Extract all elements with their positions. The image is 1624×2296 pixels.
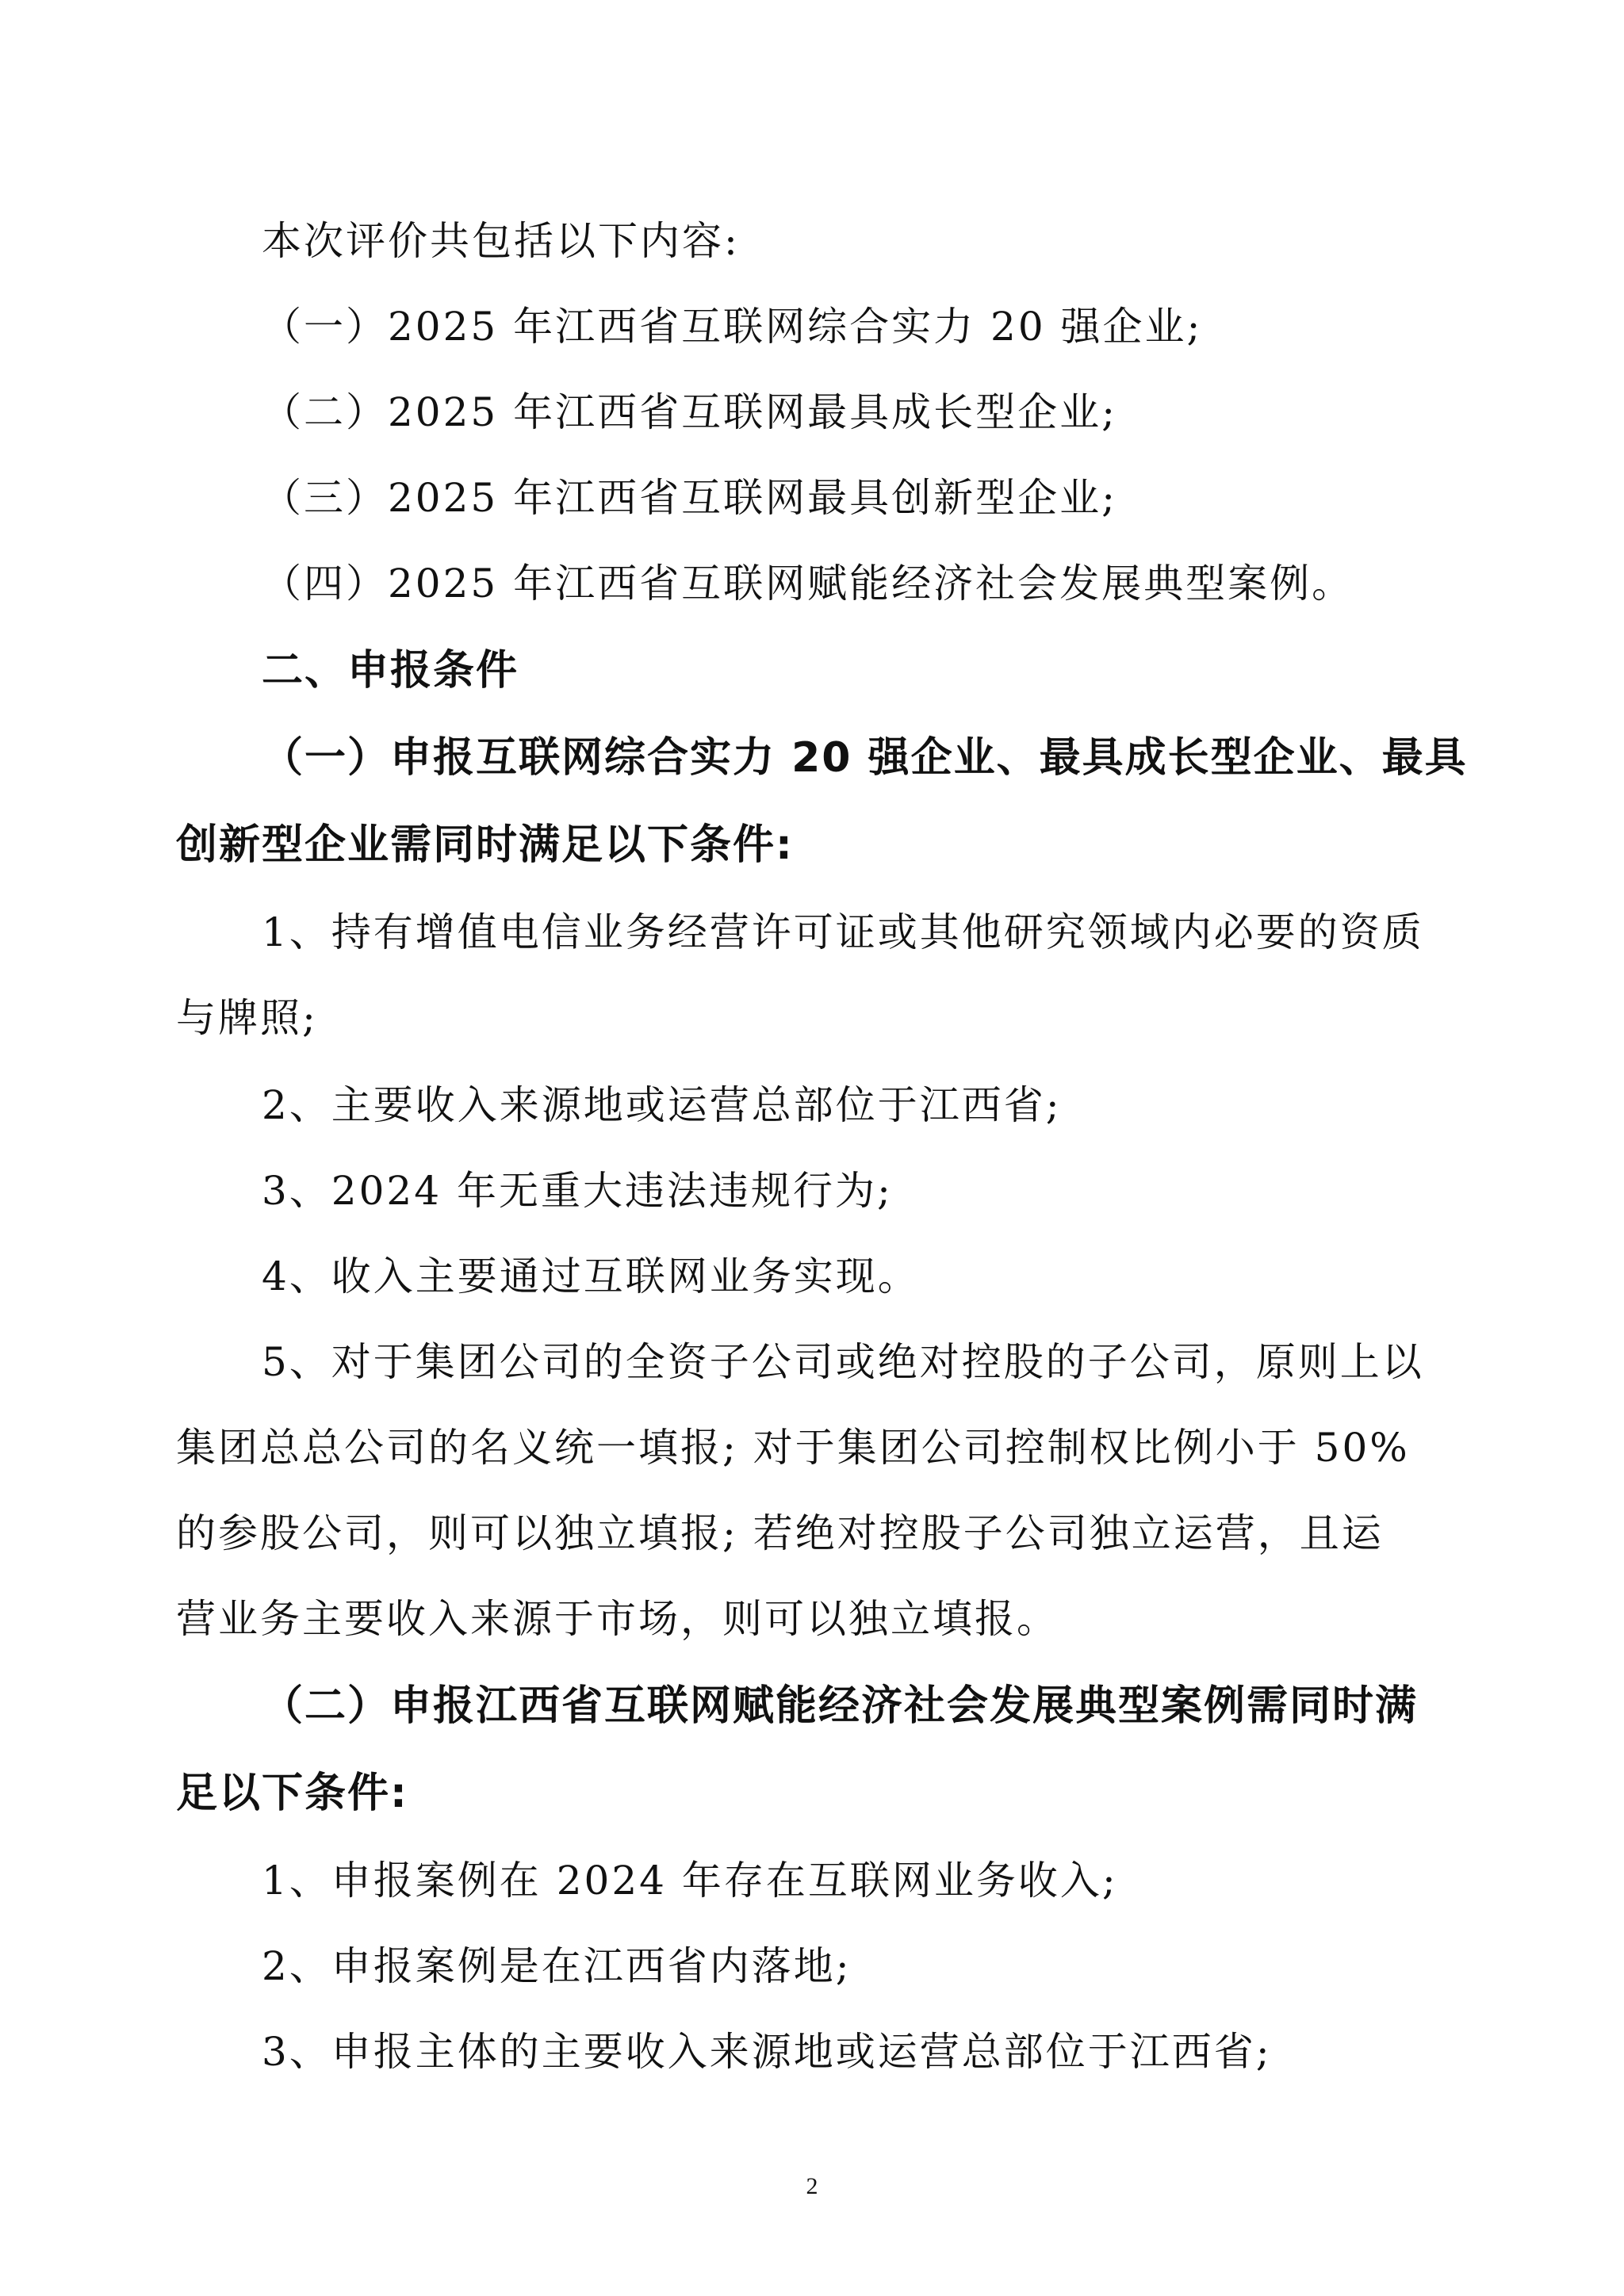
condition-3-line: 3、2024 年无重大违法违规行为; [262, 1168, 893, 1214]
condition-1-line-2: 与牌照; [176, 995, 318, 1041]
section-heading: 二、申报条件 [262, 647, 519, 695]
subsection-2-heading-line-1: （二）申报江西省互联网赋能经济社会发展典型案例需同时满 [262, 1682, 1419, 1730]
case-condition-2-line: 2、申报案例是在江西省内落地; [262, 1943, 852, 1989]
condition-4-line: 4、收入主要通过互联网业务实现。 [262, 1253, 920, 1299]
item-2-line: （二）2025 年江西省互联网最具成长型企业; [262, 389, 1117, 435]
condition-5-line-4: 营业务主要收入来源于市场，则可以独立填报。 [176, 1596, 1059, 1642]
condition-5-line-3: 的参股公司，则可以独立填报; 若绝对控股子公司独立运营，且运 [176, 1510, 1384, 1556]
item-3-line: （三）2025 年江西省互联网最具创新型企业; [262, 475, 1117, 521]
subsection-1-heading-line-2: 创新型企业需同时满足以下条件: [176, 821, 794, 869]
subsection-1-heading-line-1: （一）申报互联网综合实力 20 强企业、最具成长型企业、最具 [262, 734, 1468, 782]
case-condition-3-line: 3、申报主体的主要收入来源地或运营总部位于江西省; [262, 2029, 1272, 2075]
case-condition-1-line: 1、申报案例在 2024 年存在互联网业务收入; [262, 1858, 1118, 1904]
item-1-line: （一）2025 年江西省互联网综合实力 20 强企业; [262, 304, 1203, 350]
item-4-line: （四）2025 年江西省互联网赋能经济社会发展典型案例。 [262, 561, 1354, 607]
condition-1-line-1: 1、持有增值电信业务经营许可证或其他研究领域内必要的资质 [262, 909, 1424, 955]
intro-line: 本次评价共包括以下内容: [262, 218, 740, 264]
page-number: 2 [806, 2173, 818, 2199]
condition-5-line-1: 5、对于集团公司的全资子公司或绝对控股的子公司，原则上以 [262, 1339, 1424, 1385]
subsection-2-heading-line-2: 足以下条件: [176, 1770, 408, 1817]
condition-5-line-2: 集团总总公司的名义统一填报; 对于集团公司控制权比例小于 50% [176, 1425, 1410, 1471]
condition-2-line: 2、主要收入来源地或运营总部位于江西省; [262, 1082, 1062, 1128]
